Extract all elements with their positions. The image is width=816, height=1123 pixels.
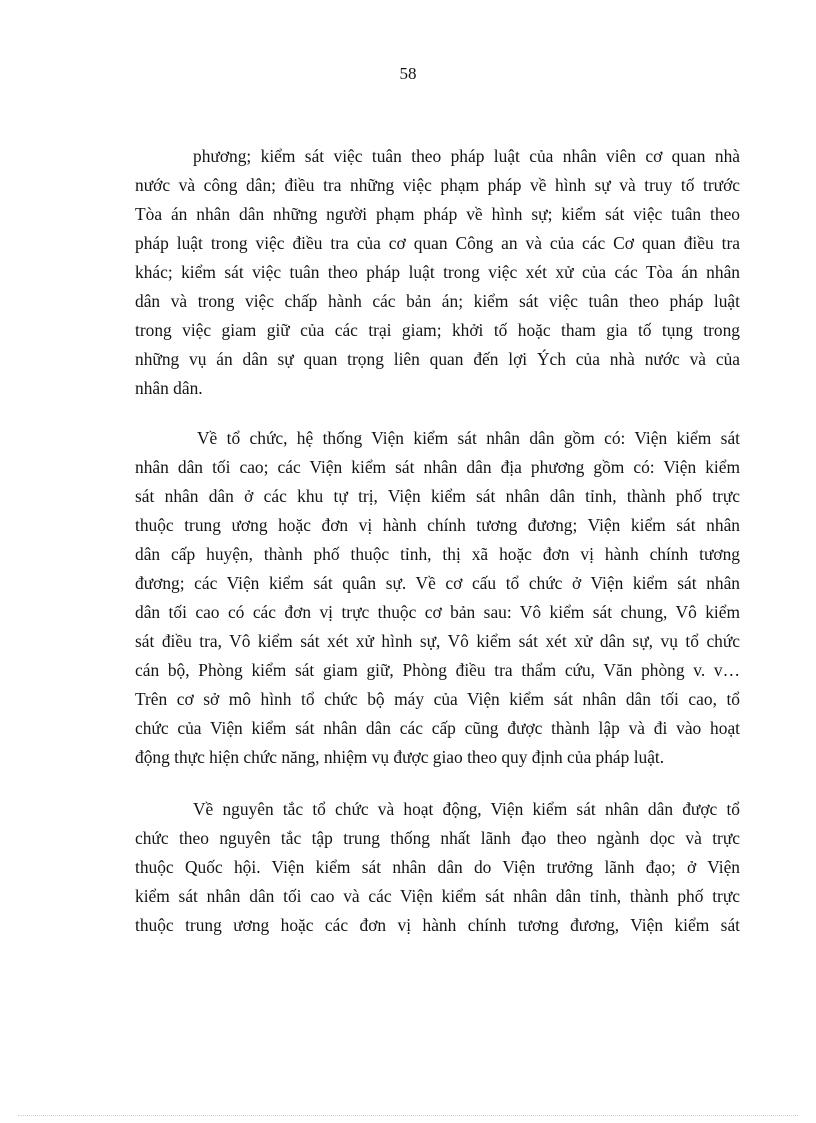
- text-line: cán bộ, Phòng kiểm sát giam giữ, Phòng điều tra thẩm cứu, Văn phòng v. v…: [135, 660, 740, 680]
- text-line: sát điều tra, Vô kiểm sát xét xử hình sự, Vô kiểm sát xét xử dân sự, vụ tổ chức: [135, 631, 740, 651]
- paragraph-1: [135, 142, 740, 403]
- text-line: thuộc trung ương hoặc đơn vị hành chính tương đương; Viện kiểm sát nhân: [135, 515, 740, 535]
- text-line: Về nguyên tắc tổ chức và hoạt động, Viện kiểm sát nhân dân được tổ: [193, 799, 740, 819]
- text-line: chức theo nguyên tắc tập trung thống nhất lãnh đạo theo ngành dọc và trực: [135, 828, 740, 848]
- page-bottom-rule: [18, 1115, 798, 1116]
- text-line: khác; kiểm sát việc tuân theo pháp luật trong việc xét xử của các Tòa án nhân: [135, 262, 740, 282]
- text-line: dân cấp huyện, thành phố thuộc tỉnh, thị xã hoặc đơn vị hành chính tương: [135, 544, 740, 564]
- text-line: thuộc trung ương hoặc các đơn vị hành chính tương đương, Viện kiểm sát: [135, 915, 740, 935]
- text-line: kiểm sát nhân dân tối cao và các Viện kiểm sát nhân dân tỉnh, thành phố trực: [135, 886, 740, 906]
- text-line: Tòa án nhân dân những người phạm pháp về hình sự; kiểm sát việc tuân theo: [135, 204, 740, 224]
- text-line: thuộc Quốc hội. Viện kiểm sát nhân dân do Viện trưởng lãnh đạo; ở Viện: [135, 857, 740, 877]
- text-line: nước và công dân; điều tra những việc phạm pháp về hình sự và truy tố trước: [135, 175, 740, 195]
- text-line: phương; kiểm sát việc tuân theo pháp luật của nhân viên cơ quan nhà: [193, 146, 740, 166]
- text-line: pháp luật trong việc điều tra của cơ quan Công an và của các Cơ quan điều tra: [135, 233, 740, 253]
- paragraph-2: [135, 424, 740, 772]
- text-line: dân và trong việc chấp hành các bản án; kiểm sát việc tuân theo pháp luật: [135, 291, 740, 311]
- text-line: Về tổ chức, hệ thống Viện kiểm sát nhân dân gồm có: Viện kiểm sát: [197, 428, 740, 448]
- paragraph-3: [135, 795, 740, 940]
- text-line: nhân dân.: [135, 378, 203, 398]
- text-line: nhân dân tối cao; các Viện kiểm sát nhân dân địa phương gồm có: Viện kiểm: [135, 457, 740, 477]
- text-line: những vụ án dân sự quan trọng liên quan đến lợi Ých của nhà nước và của: [135, 349, 740, 369]
- text-line: đương; các Viện kiểm sát quân sự. Về cơ cấu tổ chức ở Viện kiểm sát nhân: [135, 573, 740, 593]
- text-line: trong việc giam giữ của các trại giam; khởi tố hoặc tham gia tố tụng trong: [135, 320, 740, 340]
- text-line: động thực hiện chức năng, nhiệm vụ được giao theo quy định của pháp luật.: [135, 747, 665, 767]
- page-number: 58: [399, 64, 417, 83]
- text-line: chức của Viện kiểm sát nhân dân các cấp cũng được thành lập và đi vào hoạt: [135, 718, 740, 738]
- text-line: sát nhân dân ở các khu tự trị, Viện kiểm sát nhân dân tỉnh, thành phố trực: [135, 486, 740, 506]
- text-line: Trên cơ sở mô hình tổ chức bộ máy của Viện kiểm sát nhân dân tối cao, tổ: [135, 689, 740, 709]
- text-line: dân tối cao có các đơn vị trực thuộc cơ bản sau: Vô kiểm sát chung, Vô kiểm: [135, 602, 740, 622]
